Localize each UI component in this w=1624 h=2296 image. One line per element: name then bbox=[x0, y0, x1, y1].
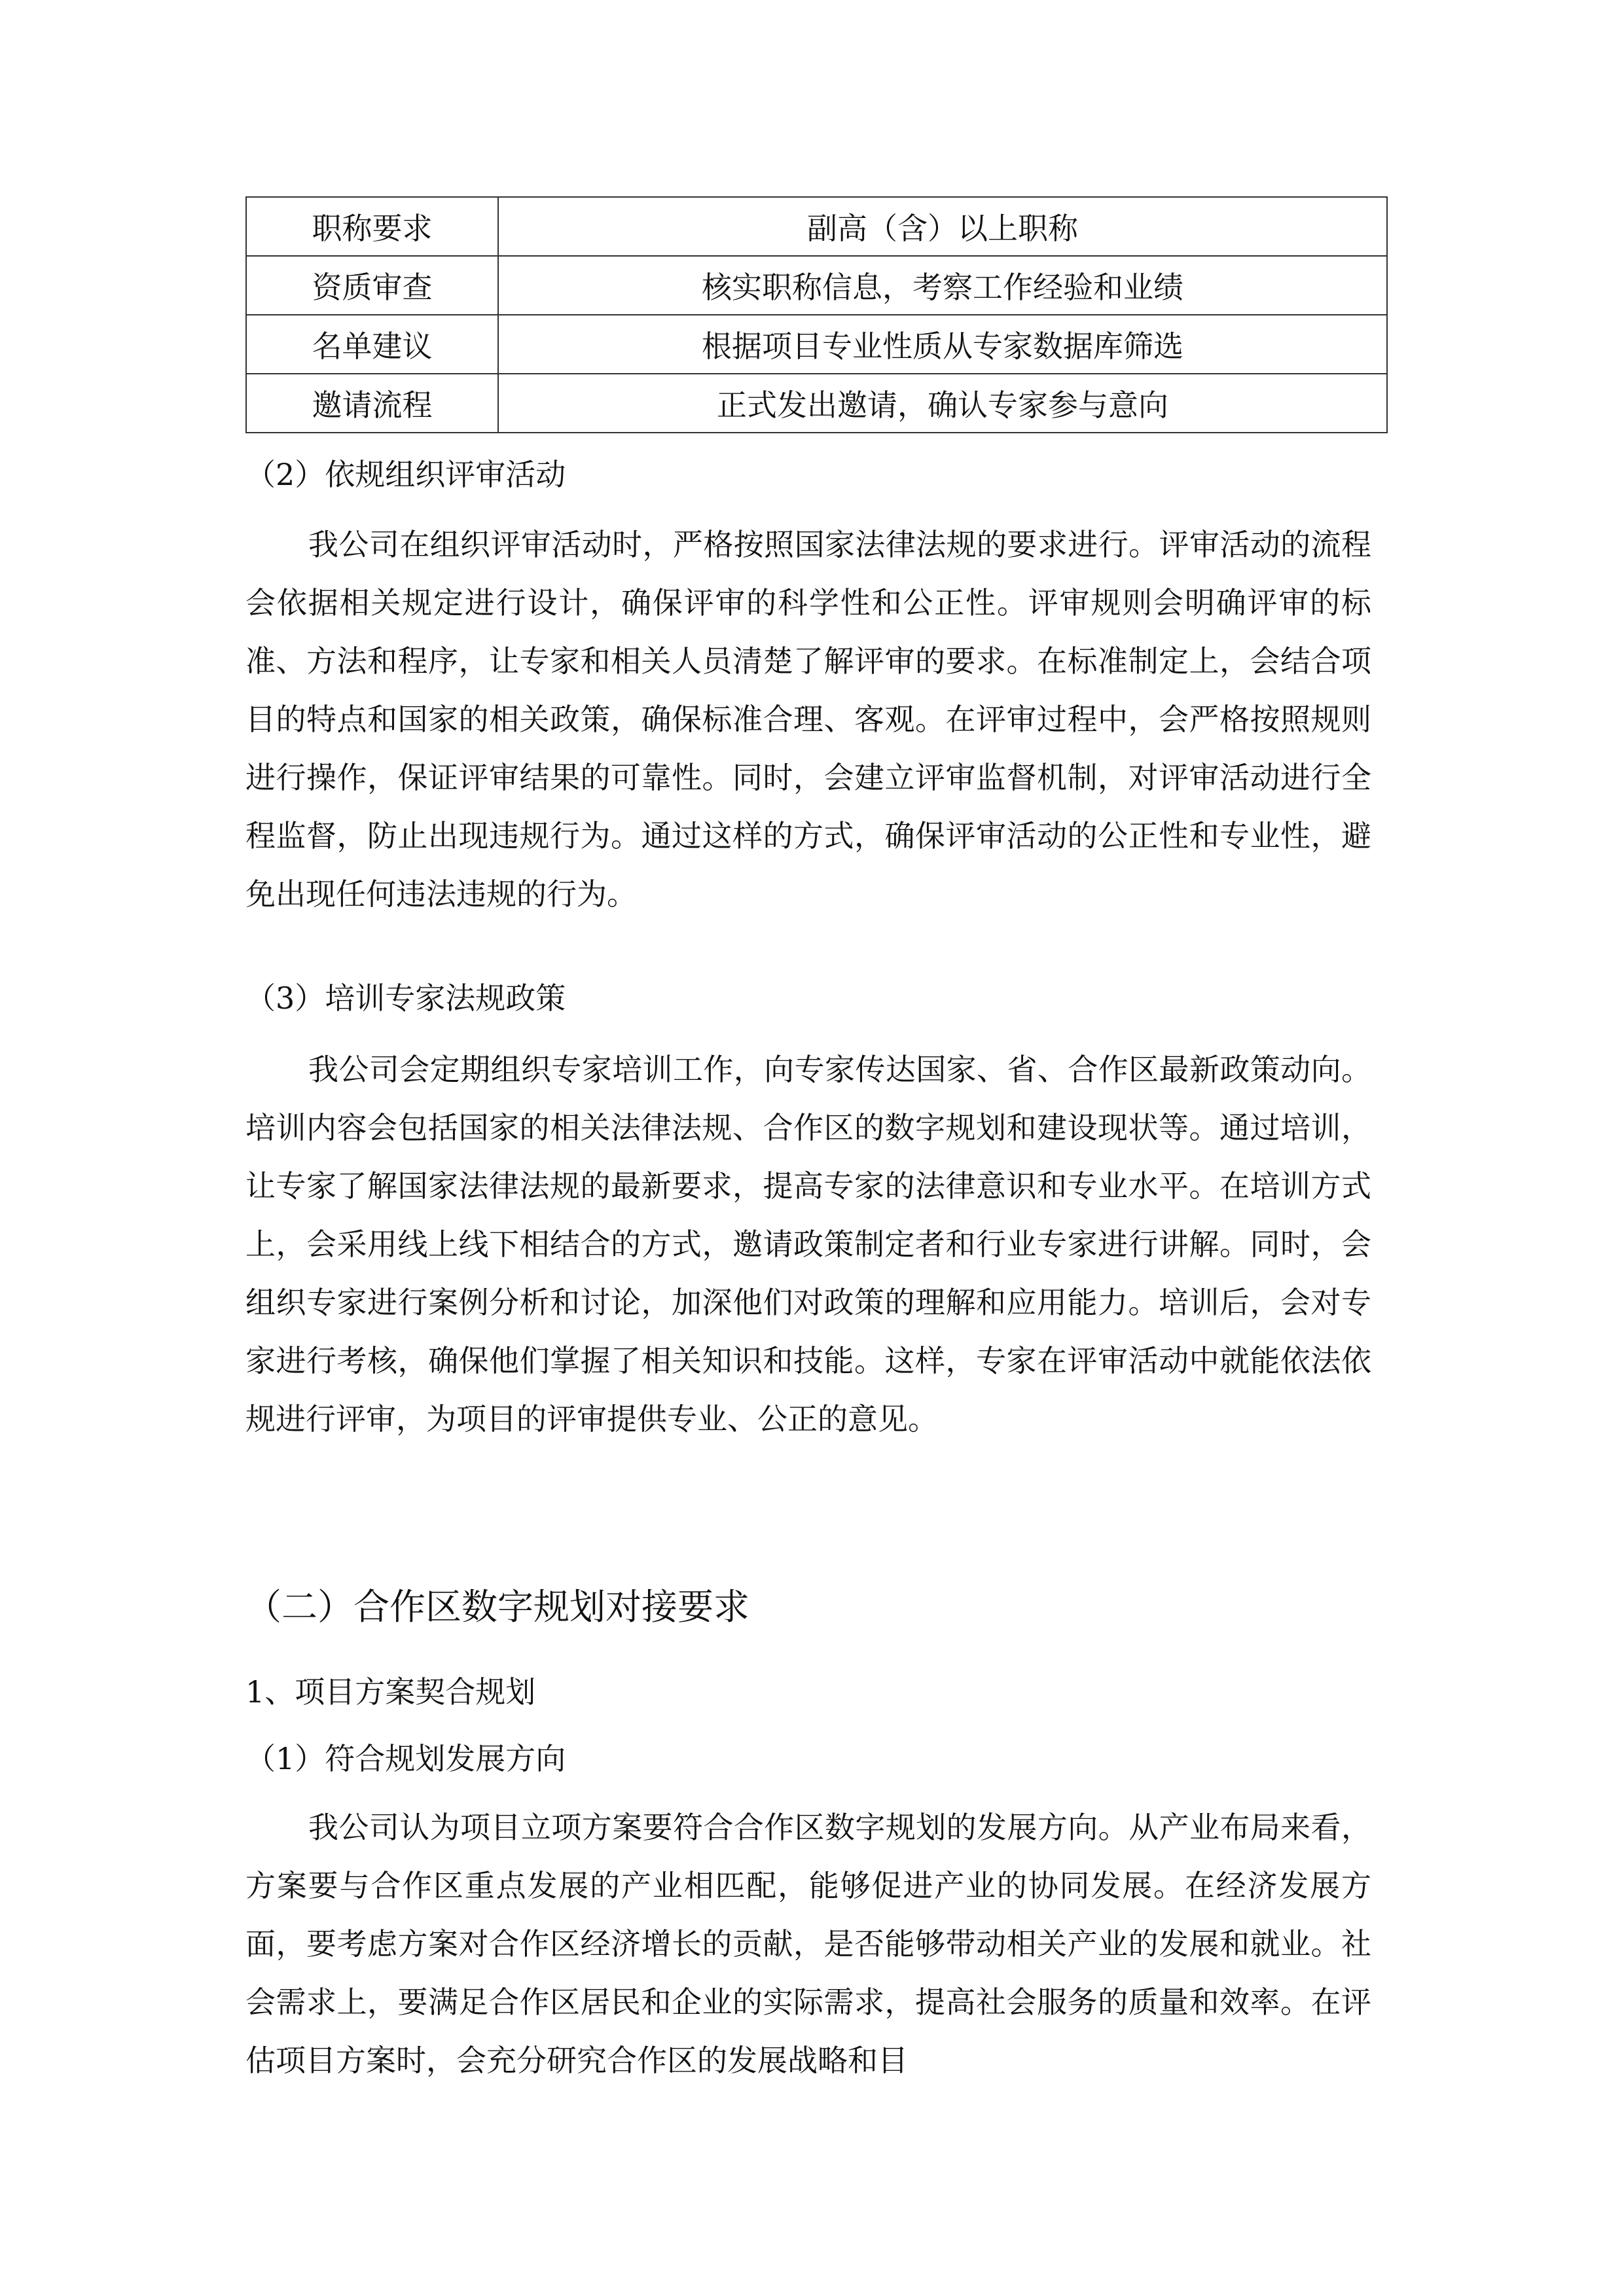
section-paragraph-2: 我公司在组织评审活动时，严格按照国家法律法规的要求进行。评审活动的流程会依据相关规定进行设计，确保评审的科学性和公正性。评审规则会明确评审的标准、方法和程序，让专家和相关人员清楚了解评审的要求。在标准制定上，会结合项目的特点和国家的相关政策，确保标准合理、客观。在评审过程中，会严格按照规则进行操作，保证评审结果的可靠性。同时，会建立评审监督机制，对评审活动进行全程监督，防止出现违规行为。通过这样的方式，确保评审活动的公正性和专业性，避免出现任何违法违规的行为。 bbox=[245, 527, 1371, 912]
table-cell-value: 副高（含）以上职称 bbox=[498, 197, 1387, 256]
table-cell-value: 正式发出邀请，确认专家参与意向 bbox=[498, 374, 1387, 433]
requirements-table bbox=[245, 196, 1388, 433]
item-heading-1: 1、项目方案契合规划 bbox=[245, 1674, 536, 1710]
table-row bbox=[246, 374, 1387, 433]
table-cell-value: 根据项目专业性质从专家数据库筛选 bbox=[498, 315, 1387, 374]
table-cell-key: 职称要求 bbox=[246, 197, 498, 256]
table-cell-key: 邀请流程 bbox=[246, 374, 498, 433]
table-row bbox=[246, 315, 1387, 374]
section-heading-3: （3）培训专家法规政策 bbox=[245, 980, 566, 1016]
section-heading-2: （2）依规组织评审活动 bbox=[245, 457, 566, 492]
table-cell-key: 名单建议 bbox=[246, 315, 498, 374]
subsection-paragraph-1: 我公司认为项目立项方案要符合合作区数字规划的发展方向。从产业布局来看，方案要与合作区重点发展的产业相匹配，能够促进产业的协同发展。在经济发展方面，要考虑方案对合作区经济增长的贡献，是否能够带动相关产业的发展和就业。社会需求上，要满足合作区居民和企业的实际需求，提高社会服务的质量和效率。在评估项目方案时，会充分研究合作区的发展战略和目 bbox=[245, 1810, 1371, 2078]
table-cell-key: 资质审查 bbox=[246, 256, 498, 315]
table-cell-value: 核实职称信息，考察工作经验和业绩 bbox=[498, 256, 1387, 315]
table-row bbox=[246, 197, 1387, 256]
section-paragraph-3: 我公司会定期组织专家培训工作，向专家传达国家、省、合作区最新政策动向。培训内容会包括国家的相关法律法规、合作区的数字规划和建设现状等。通过培训，让专家了解国家法律法规的最新要求，提高专家的法律意识和专业水平。在培训方式上，会采用线上线下相结合的方式，邀请政策制定者和行业专家进行讲解。同时，会组织专家进行案例分析和讨论，加深他们对政策的理解和应用能力。培训后，会对专家进行考核，确保他们掌握了相关知识和技能。这样，专家在评审活动中就能依法依规进行评审，为项目的评审提供专业、公正的意见。 bbox=[245, 1052, 1371, 1437]
subsection-heading-1: （1）符合规划发展方向 bbox=[245, 1741, 566, 1776]
table-row bbox=[246, 256, 1387, 315]
chapter-heading: （二）合作区数字规划对接要求 bbox=[245, 1586, 750, 1628]
